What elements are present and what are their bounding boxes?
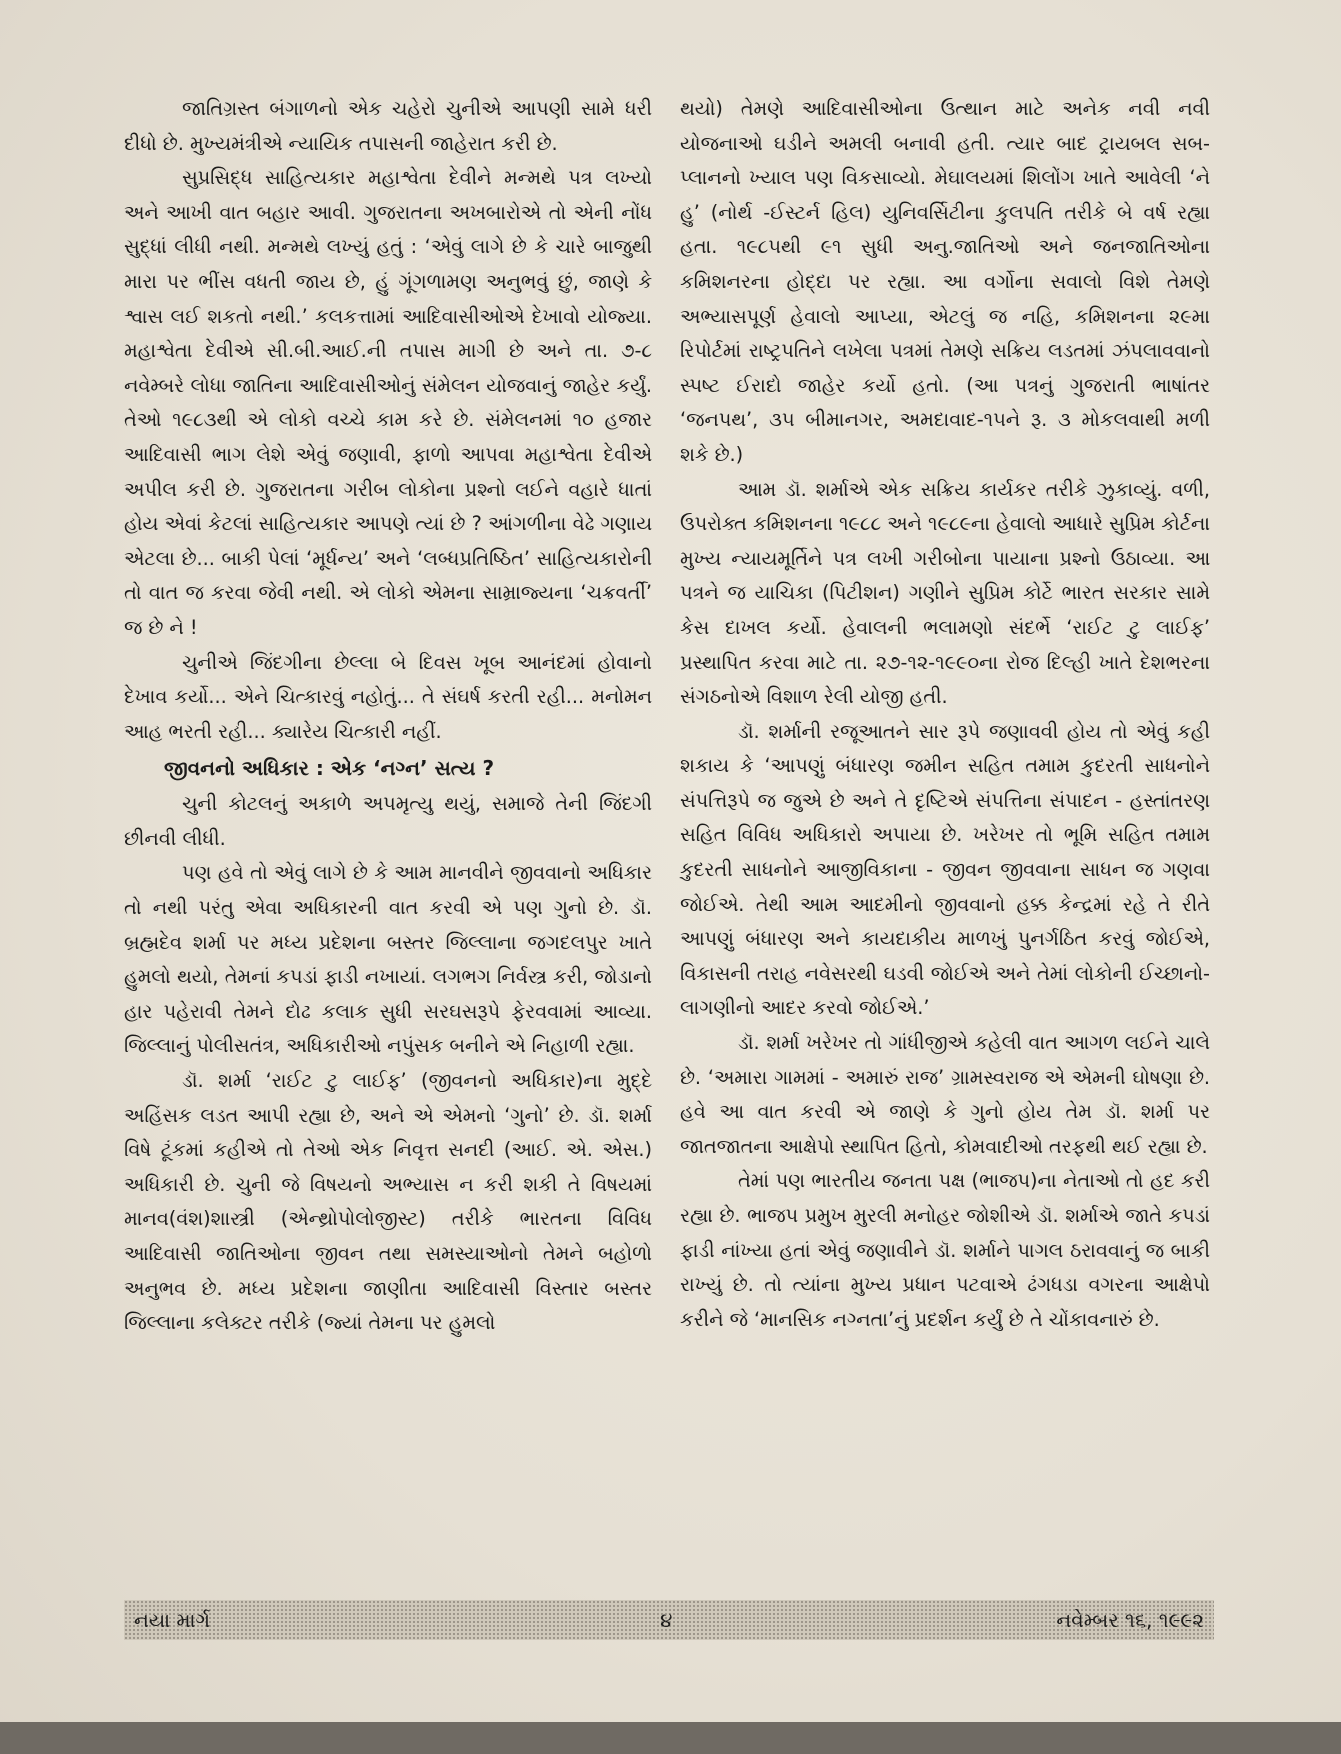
paragraph: ચુની કોટલનું અકાળે અપમૃત્યુ થયું, સમાજે તેની જિંદગી છીનવી લીધી.	[124, 792, 652, 850]
section-heading: જીવનનો અધિકાર : એક ‘નગ્ન’ સત્ય ?	[164, 756, 495, 781]
paragraph: ડૉ. શર્માની રજૂઆતને સાર રૂપે જણાવવી હોય તો એવું કહી શકાય કે ‘આપણું બંધારણ જમીન સહિત તમામ કુદરતી સાધનોને સંપત્તિરૂપે જ જુએ છે અને તે દૃષ્ટિએ સંપત્તિના સંપાદન - હસ્તાંતરણ સહિત વિવિધ અધિકારો અપાયા છે. ખરેખર તો ભૂમિ સહિત તમામ કુદરતી સાધનોને આજીવિકાના - જીવન જીવવાના સાધન જ ગણવા જોઈએ. તેથી આમ આદમીનો જીવવાનો હક્ક કેન્દ્રમાં રહે તે રીતે આપણું બંધારણ અને કાયદાકીય માળખું પુનર્ગઠિત કરવું જોઈએ, વિકાસની તરાહ નવેસરથી ઘડવી જોઈએ અને તેમાં લોકોની ઈચ્છાનો-લાગણીનો આદર કરવો જોઈએ.’	[680, 719, 1210, 1020]
publication-name: નયા માર્ગ	[134, 1608, 211, 1632]
paragraph: થયો) તેમણે આદિવાસીઓના ઉત્થાન માટે અનેક નવી નવી યોજનાઓ ઘડીને અમલી બનાવી હતી. ત્યાર બાદ ટ્રાયબલ સબ-પ્લાનનો ખ્યાલ પણ વિકસાવ્યો. મેઘાલયમાં શિલોંગ ખાતે આવેલી ‘ને હુ’ (નોર્થ -ઈસ્ટર્ન હિલ) યુનિવર્સિટીના કુલપતિ તરીકે બે વર્ષ રહ્યા હતા. ૧૯૮૫થી ૯૧ સુધી અનુ.જાતિઓ અને જનજાતિઓના કમિશનરના હોદ્દા પર રહ્યા. આ વર્ગોના સવાલો વિશે તેમણે અભ્યાસપૂર્ણ હેવાલો આપ્યા, એટલું જ નહિ, કમિશનના ૨૯મા રિપોર્ટમાં રાષ્ટ્રપતિને લખેલા પત્રમાં તેમણે સક્રિય લડતમાં ઝંપલાવવાનો સ્પષ્ટ ઈરાદો જાહેર કર્યો હતો. (આ પત્રનું ગુજરાતી ભાષાંતર ‘જનપથ’, ૩૫ બીમાનગર, અમદાવાદ-૧૫ને રૂ. ૩ મોકલવાથી મળી શકે છે.)	[680, 97, 1210, 466]
paragraph: જાતિગ્રસ્ત બંગાળનો એક ચહેરો ચુનીએ આપણી સામે ધરી દીધો છે. મુખ્યમંત્રીએ ન્યાયિક તપાસની જાહેરાત કરી છે.	[124, 97, 652, 155]
paragraph: તેમાં પણ ભારતીય જનતા પક્ષ (ભાજપ)ના નેતાઓ તો હદ કરી રહ્યા છે. ભાજપ પ્રમુખ મુરલી મનોહર જોશીએ ડૉ. શર્માએ જાતે કપડાં ફાડી નાંખ્યા હતાં એવું જણાવીને ડૉ. શર્માને પાગલ ઠરાવવાનું જ બાકી રાખ્યું છે. તો ત્યાંના મુખ્ય પ્રધાન પટવાએ ઢંગધડા વગરના આક્ષેપો કરીને જે ‘માનસિક નગ્નતા’નું પ્રદર્શન કર્યું છે તે ચોંકાવનારું છે.	[680, 1169, 1210, 1331]
right-column	[680, 92, 1210, 1337]
page-footer	[124, 1600, 1214, 1640]
page-number: ૪	[660, 1608, 673, 1632]
paragraph: ચુનીએ જિંદગીના છેલ્લા બે દિવસ ખૂબ આનંદમાં હોવાનો દેખાવ કર્યો... એને ચિત્કારવું નહોતું... તે સંઘર્ષ કરતી રહી... મનોમન આહ ભરતી રહી... ક્યારેય ચિત્કારી નહીં.	[124, 650, 652, 743]
paragraph: પણ હવે તો એવું લાગે છે કે આમ માનવીને જીવવાનો અધિકાર તો નથી પરંતુ એવા અધિકારની વાત કરવી એ પણ ગુનો છે. ડૉ. બ્રહ્મદેવ શર્મા પર મધ્ય પ્રદેશના બસ્તર જિલ્લાના જગદલપુર ખાતે હુમલો થયો, તેમનાં કપડાં ફાડી નખાયાં. લગભગ નિર્વસ્ત્ર કરી, જોડાનો હાર પહેરાવી તેમને દોઢ કલાક સુધી સરઘસરૂપે ફેરવવામાં આવ્યા. જિલ્લાનું પોલીસતંત્ર, અધિકારીઓ નપુંસક બનીને એ નિહાળી રહ્યા.	[124, 861, 652, 1058]
paragraph: સુપ્રસિદ્ધ સાહિત્યકાર મહાશ્વેતા દેવીને મન્મથે પત્ર લખ્યો અને આખી વાત બહાર આવી. ગુજરાતના અખબારોએ તો એની નોંધ સુદ્ધાં લીધી નથી. મન્મથે લખ્યું હતું : ‘એવું લાગે છે કે ચારે બાજુથી મારા પર ભીંસ વધતી જાય છે, હું ગૂંગળામણ અનુભવું છું, જાણે કે શ્વાસ લઈ શકતો નથી.’ કલકત્તામાં આદિવાસીઓએ દેખાવો યોજ્યા. મહાશ્વેતા દેવીએ સી.બી.આઈ.ની તપાસ માગી છે અને તા. ૭-૮ નવેમ્બરે લોધા જાતિના આદિવાસીઓનું સંમેલન યોજવાનું જાહેર કર્યું. તેઓ ૧૯૮૩થી એ લોકો વચ્ચે કામ કરે છે. સંમેલનમાં ૧૦ હજાર આદિવાસી ભાગ લેશે એવું જણાવી, ફાળો આપવા મહાશ્વેતા દેવીએ અપીલ કરી છે. ગુજરાતના ગરીબ લોકોના પ્રશ્નો લઈને વહારે ધાતાં હોય એવાં કેટલાં સાહિત્યકાર આપણે ત્યાં છે ? આંગળીના વેઢે ગણાય એટલા છે... બાકી પેલાં ‘મૂર્ધન્ય’ અને ‘લબ્ધપ્રતિષ્ઠિત’ સાહિત્યકારોની તો વાત જ કરવા જેવી નથી. એ લોકો એમના સામ્રાજ્યના ‘ચક્રવર્તી’ જ છે ને !	[124, 166, 652, 639]
issue-date: નવેમ્બર ૧૬, ૧૯૯૨	[1056, 1608, 1204, 1632]
paragraph: ડૉ. શર્મા ‘રાઈટ ટુ લાઈફ’ (જીવનનો અધિકાર)ના મુદ્દે અહિંસક લડત આપી રહ્યા છે, અને એ એમનો ‘ગુનો’ છે. ડૉ. શર્મા વિષે ટૂંકમાં કહીએ તો તેઓ એક નિવૃત્ત સનદી (આઈ. એ. એસ.) અધિકારી છે. ચુની જે વિષયનો અભ્યાસ ન કરી શકી તે વિષયમાં માનવ(વંશ)શાસ્ત્રી (એન્થ્રોપોલોજીસ્ટ) તરીકે ભારતના વિવિધ આદિવાસી જાતિઓના જીવન તથા સમસ્યાઓનો તેમને બહોળો અનુભવ છે. મધ્ય પ્રદેશના જાણીતા આદિવાસી વિસ્તાર બસ્તર જિલ્લાના કલેક્ટર તરીકે (જ્યાં તેમના પર હુમલો	[124, 1069, 652, 1335]
left-column	[124, 92, 652, 1341]
paragraph: આમ ડૉ. શર્માએ એક સક્રિય કાર્યકર તરીકે ઝુકાવ્યું. વળી, ઉપરોક્ત કમિશનના ૧૯૮૮ અને ૧૯૮૯ના હેવાલો આધારે સુપ્રિમ કોર્ટના મુખ્ય ન્યાયમૂર્તિને પત્ર લખી ગરીબોના પાયાના પ્રશ્નો ઉઠાવ્યા. આ પત્રને જ યાચિકા (પિટીશન) ગણીને સુપ્રિમ કોર્ટે ભારત સરકાર સામે કેસ દાખલ કર્યો. હેવાલની ભલામણો સંદર્ભે ‘રાઈટ ટુ લાઈફ’ પ્રસ્થાપિત કરવા માટે તા. ૨૭-૧૨-૧૯૯૦ના રોજ દિલ્હી ખાતે દેશભરના સંગઠનોએ વિશાળ રેલી યોજી હતી.	[680, 477, 1210, 709]
scan-edge	[0, 1722, 1341, 1754]
paragraph: ડૉ. શર્મા ખરેખર તો ગાંધીજીએ કહેલી વાત આગળ લઈને ચાલે છે. ‘અમારા ગામમાં - અમારું રાજ’ ગ્રામસ્વરાજ એ એમની ઘોષણા છે. હવે આ વાત કરવી એ જાણે કે ગુનો હોય તેમ ડૉ. શર્મા પર જાતજાતના આક્ષેપો સ્થાપિત હિતો, કોમવાદીઓ તરફથી થઈ રહ્યા છે.	[680, 1031, 1210, 1158]
